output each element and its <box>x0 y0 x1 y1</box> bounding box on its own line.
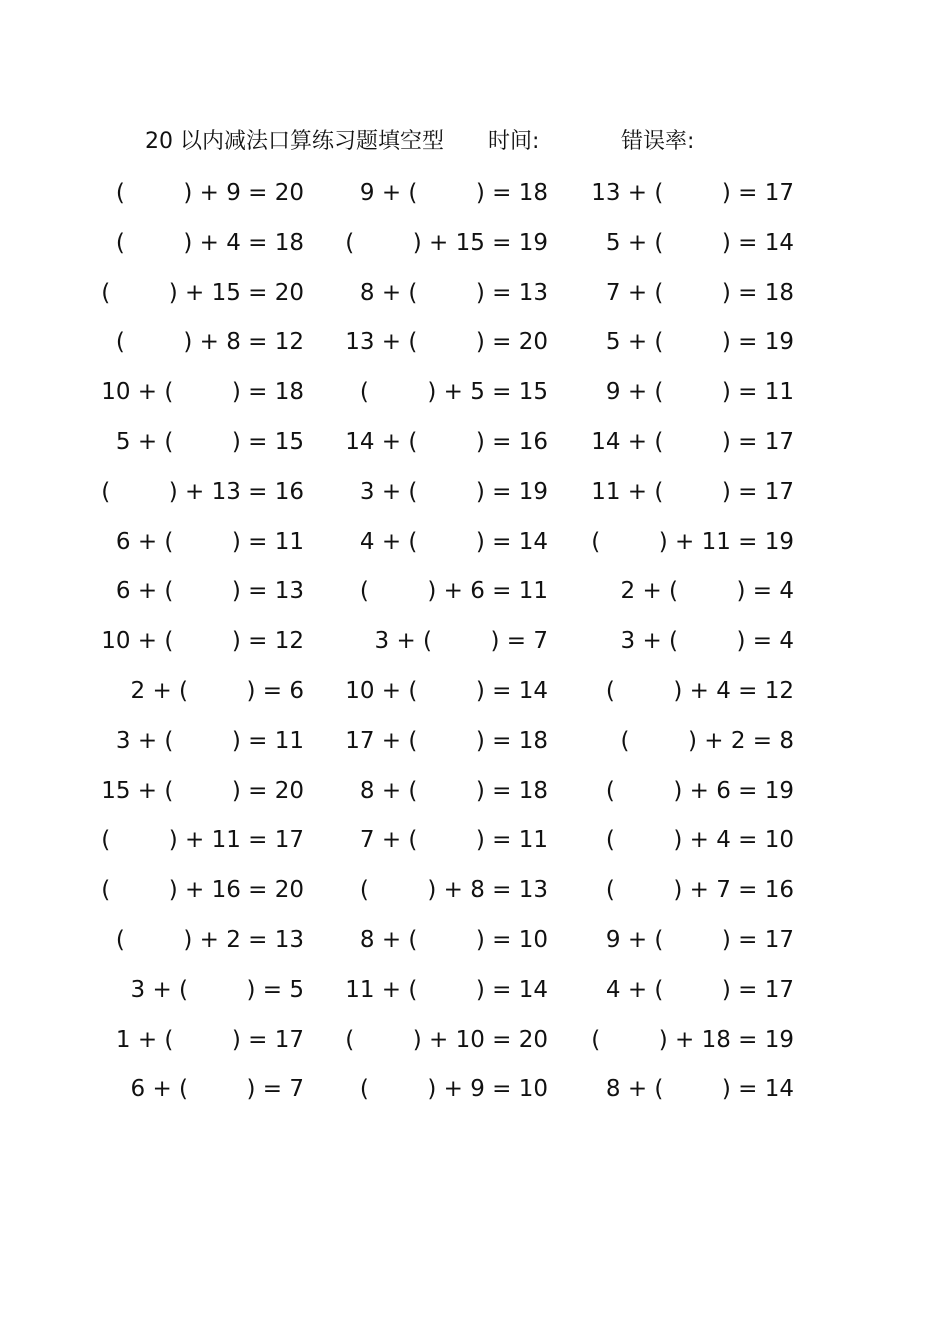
problem-item: ( ) + 15 = 19 <box>345 229 548 256</box>
problem-item: 4 + ( ) = 17 <box>605 976 794 1003</box>
problem-item: ( ) + 11 = 19 <box>591 528 794 555</box>
problem-item: 9 + ( ) = 18 <box>359 180 548 206</box>
problem-item: ( ) + 7 = 16 <box>605 877 794 904</box>
problem-item: 3 + ( ) = 11 <box>115 727 304 754</box>
problem-item: ( ) + 16 = 20 <box>101 877 304 904</box>
problem-item: 3 + ( ) = 5 <box>130 976 304 1003</box>
problem-item: 5 + ( ) = 14 <box>605 229 794 256</box>
problem-item: ( ) + 11 = 17 <box>101 827 304 854</box>
problem-item: ( ) + 6 = 19 <box>605 777 794 804</box>
problem-item: ( ) + 4 = 12 <box>605 678 794 704</box>
problem-item: 6 + ( ) = 13 <box>115 578 304 605</box>
problem-item: 8 + ( ) = 10 <box>359 927 548 953</box>
problem-item: 8 + ( ) = 13 <box>359 279 548 306</box>
time-label: 时间: <box>488 129 540 154</box>
problem-item: 14 + ( ) = 17 <box>591 429 794 455</box>
problem-item: 1 + ( ) = 17 <box>115 1026 304 1053</box>
problem-item: 11 + ( ) = 17 <box>591 478 794 505</box>
problem-item: ( ) + 9 = 20 <box>115 180 304 206</box>
problem-item: 10 + ( ) = 18 <box>101 379 304 406</box>
problem-item: ( ) + 15 = 20 <box>101 279 304 306</box>
problem-item: 17 + ( ) = 18 <box>345 727 548 754</box>
problem-item: 10 + ( ) = 12 <box>101 628 304 655</box>
problem-item: 15 + ( ) = 20 <box>101 777 304 804</box>
problem-item: 2 + ( ) = 6 <box>130 678 304 704</box>
problem-item: 13 + ( ) = 17 <box>591 180 794 206</box>
worksheet-title: 20 以内减法口算练习题填空型 <box>145 129 444 154</box>
problem-item: ( ) + 13 = 16 <box>101 478 304 505</box>
problem-item: 9 + ( ) = 11 <box>605 379 794 406</box>
worksheet-header <box>145 124 845 160</box>
problem-item: 5 + ( ) = 15 <box>115 429 304 455</box>
problem-item: 3 + ( ) = 19 <box>359 478 548 505</box>
problem-item: ( ) + 4 = 10 <box>605 827 794 854</box>
problem-item: ( ) + 2 = 13 <box>115 927 304 953</box>
problem-item: 14 + ( ) = 16 <box>345 429 548 455</box>
problem-item: 7 + ( ) = 11 <box>359 827 548 854</box>
problem-item: 5 + ( ) = 19 <box>605 329 794 356</box>
problem-item: ( ) + 6 = 11 <box>359 578 548 605</box>
problem-item: 3 + ( ) = 4 <box>620 628 794 655</box>
problem-item: ( ) + 10 = 20 <box>345 1026 548 1053</box>
problem-item: 2 + ( ) = 4 <box>620 578 794 605</box>
problem-item: 10 + ( ) = 14 <box>345 678 548 704</box>
problem-item: 8 + ( ) = 18 <box>359 777 548 804</box>
problem-item: ( ) + 8 = 13 <box>359 877 548 904</box>
problem-item: ( ) + 8 = 12 <box>115 329 304 356</box>
problem-item: 3 + ( ) = 7 <box>374 628 548 655</box>
error-rate-label: 错误率: <box>621 129 695 154</box>
problem-item: 11 + ( ) = 14 <box>345 976 548 1003</box>
problem-item: ( ) + 9 = 10 <box>359 1076 548 1103</box>
problem-item: 13 + ( ) = 20 <box>345 329 548 356</box>
problem-item: ( ) + 2 = 8 <box>620 727 794 754</box>
problem-item: 6 + ( ) = 11 <box>115 528 304 555</box>
problem-item: ( ) + 18 = 19 <box>591 1026 794 1053</box>
problem-item: ( ) + 4 = 18 <box>115 229 304 256</box>
problem-item: 4 + ( ) = 14 <box>359 528 548 555</box>
problem-item: 9 + ( ) = 17 <box>605 927 794 953</box>
problem-item: 6 + ( ) = 7 <box>130 1076 304 1103</box>
problem-item: 8 + ( ) = 14 <box>605 1076 794 1103</box>
problem-item: 7 + ( ) = 18 <box>605 279 794 306</box>
problem-item: ( ) + 5 = 15 <box>359 379 548 406</box>
